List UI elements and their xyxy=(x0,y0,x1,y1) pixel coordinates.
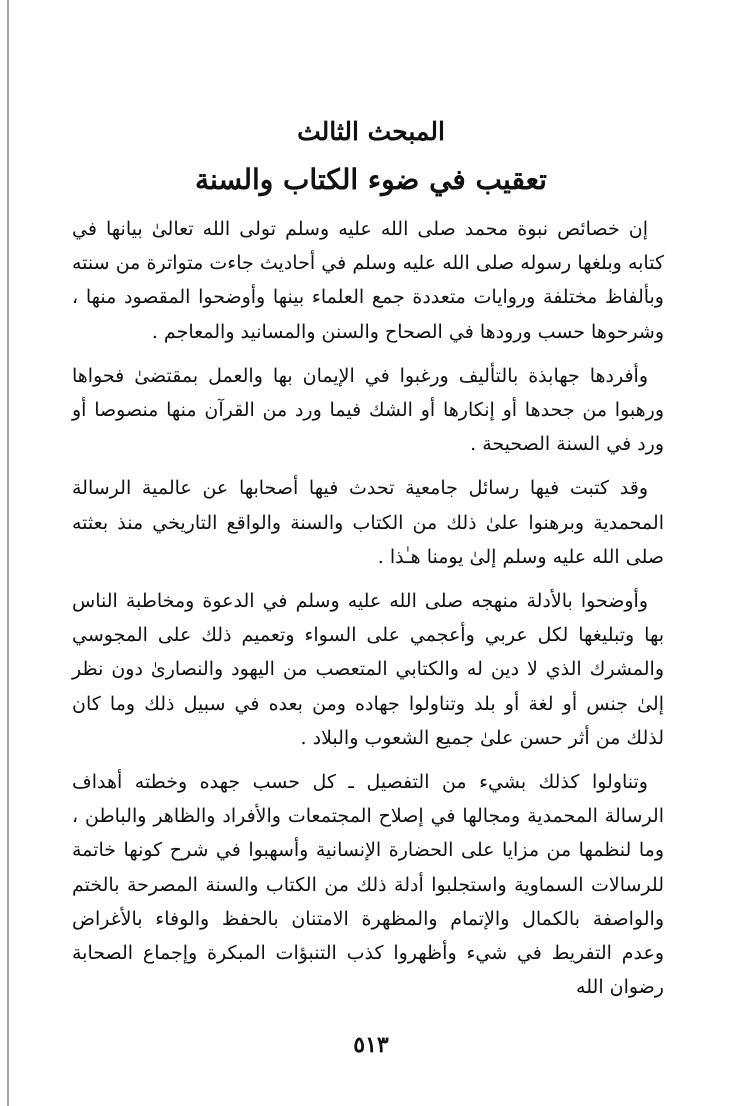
paragraph-3: وقد كتبت فيها رسائل جامعية تحدث فيها أصحابها عن عالمية الرسالة المحمدية وبرهنوا علىٰ ذلك من الكتاب والسنة والواقع التاريخي منذ بعثته صلى الله عليه وسلم إلىٰ يومنا هـٰذا . xyxy=(72,477,664,568)
paragraph-1: إن خصائص نبوة محمد صلى الله عليه وسلم تولى الله تعالىٰ بيانها في كتابه وبلغها رسوله صلى الله عليه وسلم في أحاديث جاءت متواترة من سنته وبألفاظ مختلفة وروايات متعددة جمع العلماء بينها وأوضحوا المقصود منها ، وشرحوها حسب ورودها في الصحاح والسنن والمسانيد والمعاجم . xyxy=(72,218,664,343)
paragraph-2: وأفردها جهابذة بالتأليف ورغبوا في الإيمان بها والعمل بمقتضىٰ فحواها ورهبوا من جحدها أو إنكارها أو الشك فيما ورد من القرآن منها منصوصا أو ورد في السنة الصحيحة . xyxy=(72,364,664,456)
paragraph-4: وأوضحوا بالأدلة منهجه صلى الله عليه وسلم في الدعوة ومخاطبة الناس بها وتبليغها لكل عربي وأعجمي على السواء وتعميم ذلك على المجوسي والمشرك الذي لا دين له والكتابي المتعصب من اليهود والنصارىٰ دون نظر إلىٰ جنس أو لغة أو بلد وتناولوا جهاده ومن بعده في سبيل ذلك وما كان لذلك من أثر حسن علىٰ جميع الشعوب والبلاد . xyxy=(72,590,664,749)
paragraph-5: وتناولوا كذلك بشيء من التفصيل ـ كل حسب جهده وخطته أهداف الرسالة المحمدية ومجالها في إصلاح المجتمعات والأفراد والظاهر والباطن ، وما لنظمها من مزايا على الحضارة الإنسانية وأسهبوا في شرح كونها خاتمة للرسالات السماوية واستجلبوا أدلة ذلك من الكتاب والسنة المصرحة بالختم والواصفة بالكمال والإتمام والمظهرة الامتنان بالحفظ والوفاء بالأغراض وعدم التفريط في شيء وأظهروا كذب التنبؤات المبكرة وإجماع الصحابة رضوان الله xyxy=(72,771,664,999)
section-title: تعقيب في ضوء الكتاب والسنة xyxy=(195,163,547,196)
section-heading: المبحث الثالث xyxy=(297,117,445,146)
page-number: ٥١٣ xyxy=(353,1032,389,1058)
body-text xyxy=(72,212,664,1014)
